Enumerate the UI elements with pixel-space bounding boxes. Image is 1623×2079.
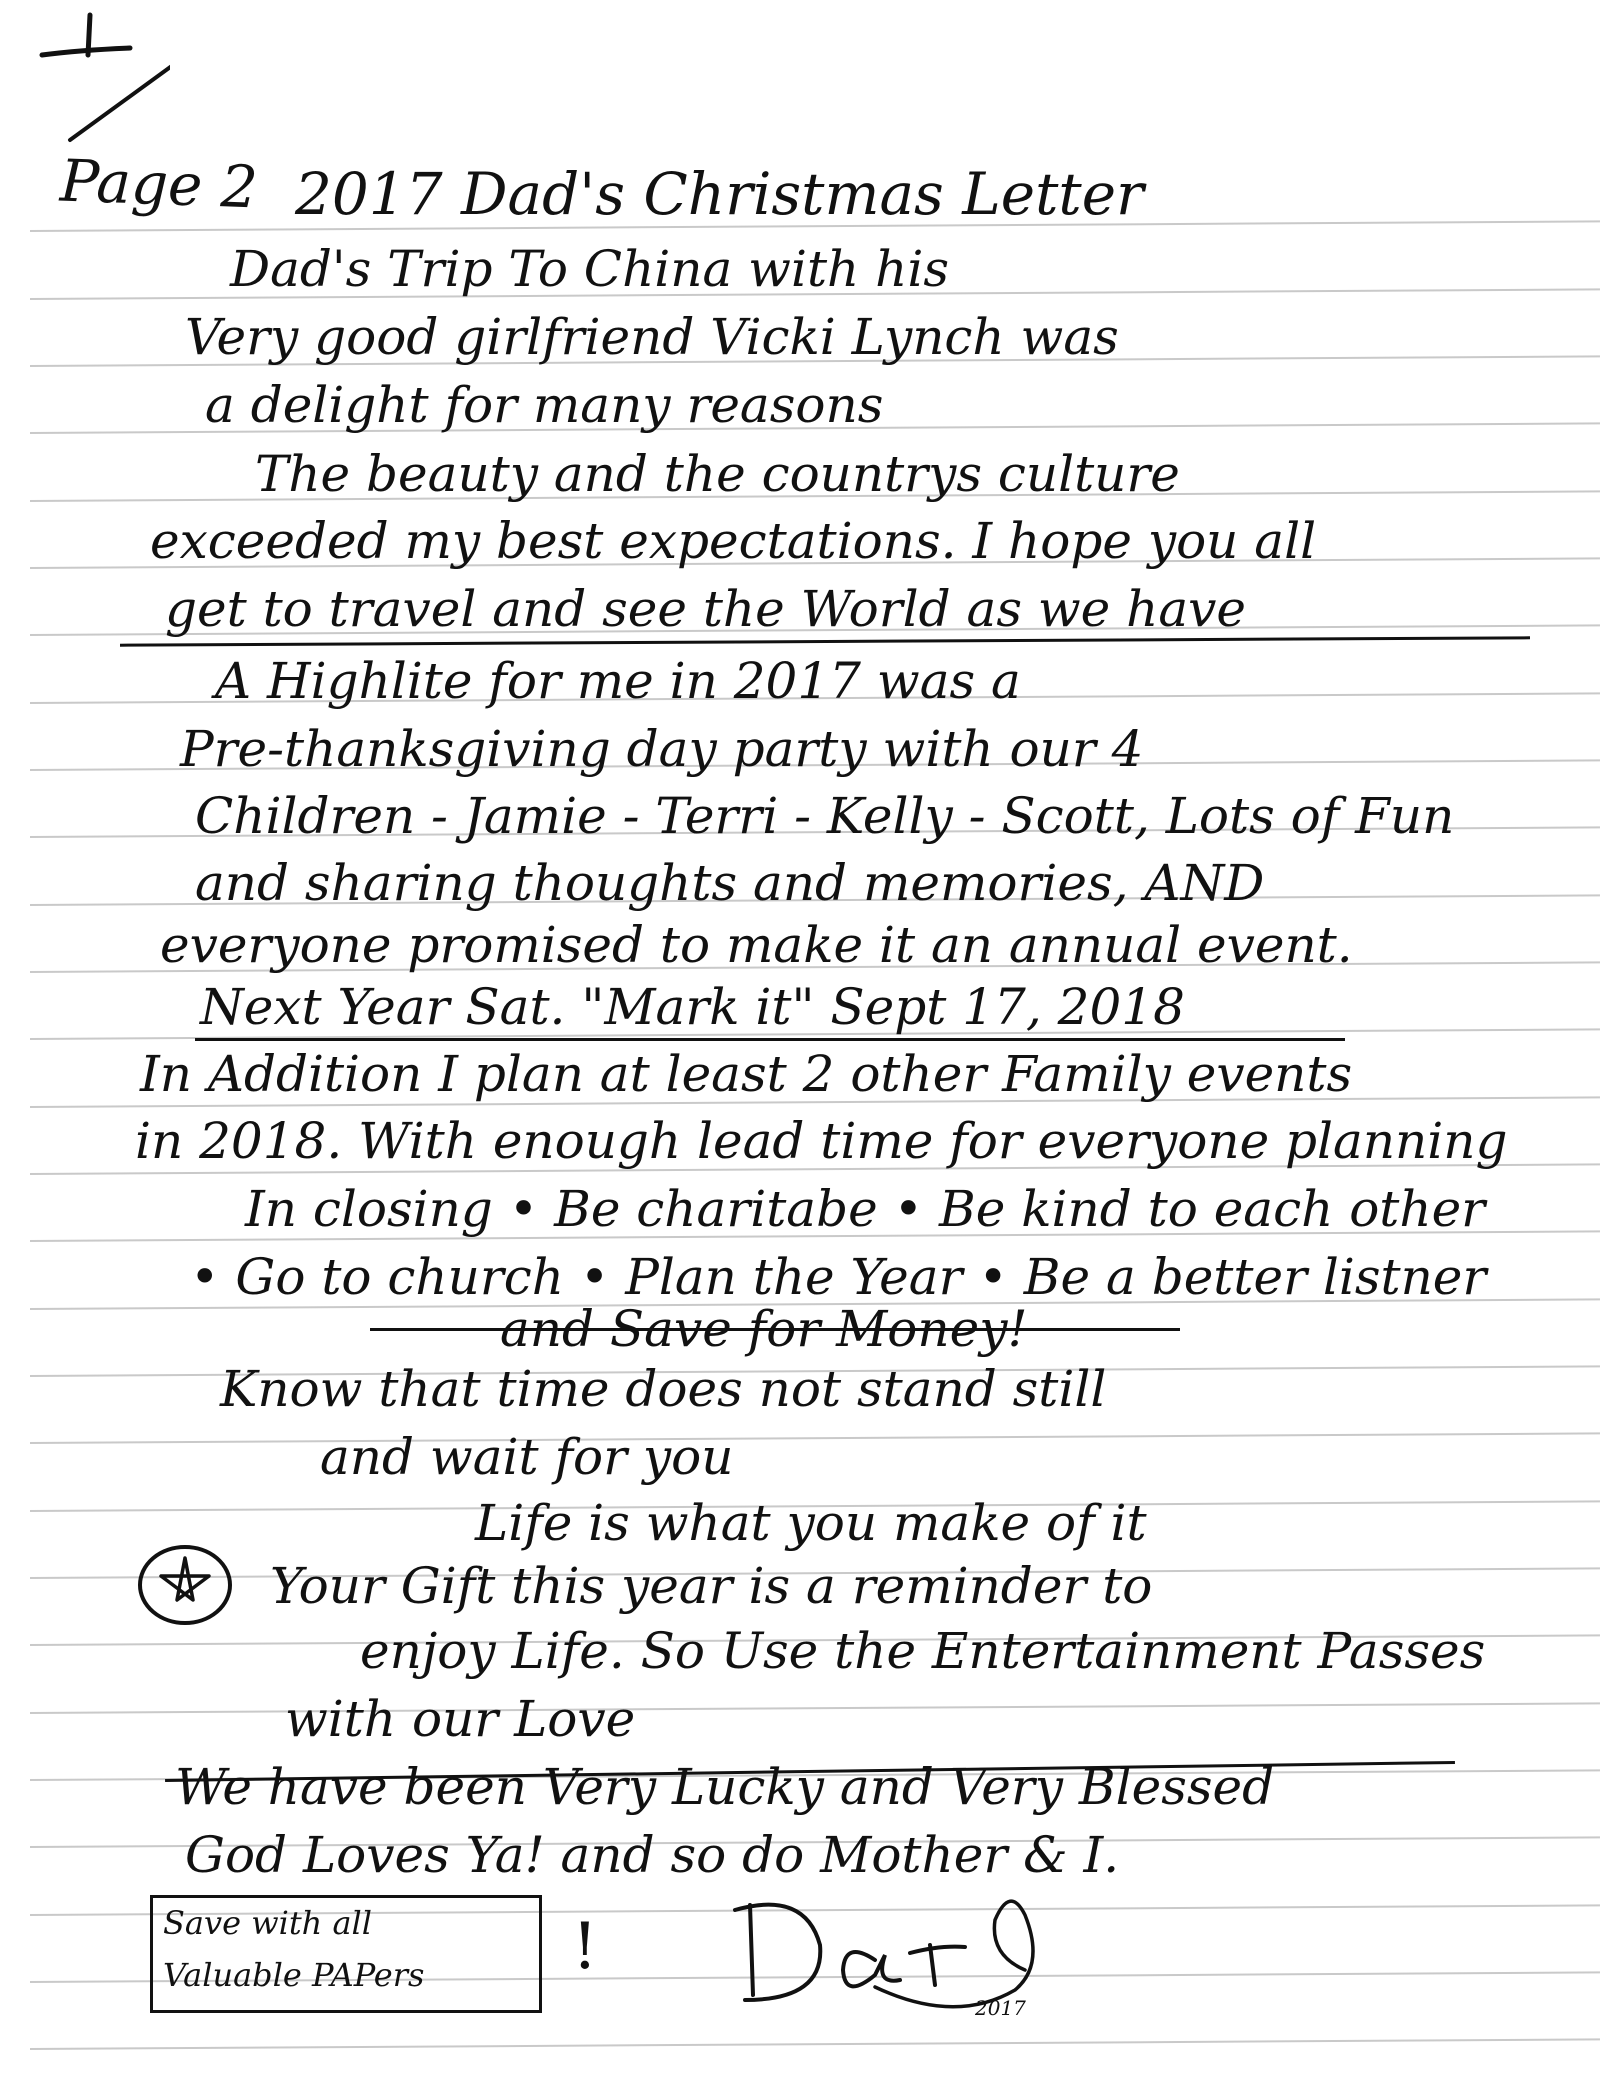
letter-line: everyone promised to make it an annual event. xyxy=(160,916,1353,974)
letter-line: Life is what you make of it xyxy=(475,1494,1147,1552)
ruled-line xyxy=(30,1432,1600,1444)
letter-line: Know that time does not stand still xyxy=(220,1360,1107,1418)
boxed-note-line: Save with all xyxy=(163,1904,372,1942)
letter-line: a delight for many reasons xyxy=(205,376,884,434)
letter-line: Your Gift this year is a reminder to xyxy=(270,1557,1153,1615)
letter-line: enjoy Life. So Use the Entertainment Passes xyxy=(360,1622,1486,1680)
letter-line: Pre-thanksgiving day party with our 4 xyxy=(180,720,1144,778)
letter-line: in 2018. With enough lead time for everyone planning xyxy=(135,1112,1508,1170)
ruled-line xyxy=(30,1702,1600,1714)
letter-line: In closing • Be charitabe • Be kind to each other xyxy=(245,1180,1486,1238)
letter-line: exceeded my best expectations. I hope you all xyxy=(150,512,1317,570)
ruled-line xyxy=(30,2038,1600,2050)
signature-year: 2017 xyxy=(975,1996,1026,2020)
letter-line: God Loves Ya! and so do Mother & I. xyxy=(185,1826,1120,1884)
letter-line: get to travel and see the World as we have xyxy=(165,580,1247,638)
boxed-note xyxy=(150,1895,542,2013)
letter-line: with our Love xyxy=(285,1690,636,1748)
letter-title: 2017 Dad's Christmas Letter xyxy=(295,160,1144,228)
letter-line: and Save for Money! xyxy=(500,1300,1028,1358)
letter-line: Very good girlfriend Vicki Lynch was xyxy=(185,308,1119,366)
exclamation-mark: ! xyxy=(572,1910,598,1984)
letter-line: and wait for you xyxy=(320,1428,734,1486)
boxed-note-line: Valuable PAPers xyxy=(163,1956,425,1994)
letter-line: Dad's Trip To China with his xyxy=(230,240,949,298)
page-label: Page 2 xyxy=(58,146,259,222)
letter-line: and sharing thoughts and memories, AND xyxy=(195,854,1265,912)
signature-mark xyxy=(725,1875,1070,2025)
letter-line: In Addition I plan at least 2 other Family events xyxy=(140,1045,1353,1103)
underline xyxy=(370,1328,1180,1331)
letter-line: The beauty and the countrys culture xyxy=(255,445,1180,503)
underline xyxy=(195,1038,1345,1041)
star-icon xyxy=(135,1540,235,1630)
corner-mark-icon xyxy=(30,0,170,150)
letter-line: Next Year Sat. "Mark it" Sept 17, 2018 xyxy=(200,978,1185,1036)
letter-line: Children - Jamie - Terri - Kelly - Scott, Lots of Fun xyxy=(195,787,1455,845)
letter-line: We have been Very Lucky and Very Blessed xyxy=(175,1758,1275,1816)
letter-line: A Highlite for me in 2017 was a xyxy=(215,652,1021,710)
letter-line: • Go to church • Plan the Year • Be a better listner xyxy=(190,1248,1487,1306)
